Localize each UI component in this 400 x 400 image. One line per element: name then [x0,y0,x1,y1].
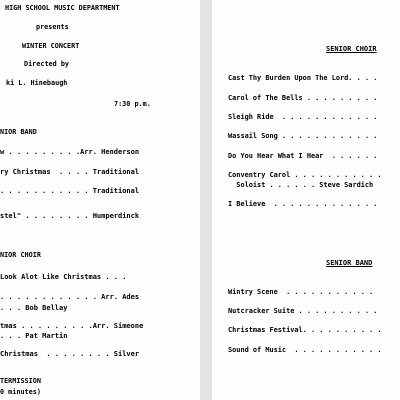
junior-band-item: stel" . . . . . . . . Humperdinck [0,212,140,220]
junior-choir-item: . . . . . . . . . . . . Arr. Ades [0,293,140,301]
soloist-line: Soloist . . . . . . Steve Sardich [228,181,374,189]
junior-band-item: . . . . . . . . . . . Traditional [0,187,140,195]
right-page [212,0,400,400]
senior-choir-item: Carol of The Bells . . . . . . . . . [228,94,378,102]
senior-choir-item: Cast Thy Burden Upon The Lord. . . . [228,74,378,82]
directed-by-text: Directed by [24,60,70,68]
senior-choir-item: I Believe . . . . . . . . . . . . . [228,200,378,208]
concert-time: 7:30 p.m. [114,100,151,108]
intermission-title: TERMISSION [0,377,41,385]
presents-text: presents [36,23,69,31]
senior-choir-item: Do You Hear What I Hear . . . . . . [228,152,378,160]
senior-band-item: Wintry Scene . . . . . . . . . . . [228,288,374,296]
senior-band-item: Christmas Festival. . . . . . . . . . [228,326,382,334]
senior-choir-item: Conventry Carol . . . . . . . . . . . [228,171,382,179]
senior-band-item: Sound of Music . . . . . . . . . . . [228,346,382,354]
junior-choir-item: Look Alot Like Christmas . . . [0,273,127,281]
junior-band-heading: NIOR BAND [0,128,37,136]
page-gutter [200,0,212,400]
senior-choir-item: Wassail Song . . . . . . . . . . . . [228,132,378,140]
junior-choir-item: tmas . . . . . . . . .Arr. Simeone [0,322,144,330]
director-name: ki L. Hinebaugh [6,79,68,87]
senior-choir-item: Sleigh Ride . . . . . . . . . . . . [228,113,378,121]
junior-band-item: w . . . . . . . . .Arr. Henderson [0,148,140,156]
concert-title: WINTER CONCERT [22,42,80,50]
senior-band-item: Nutcracker Suite . . . . . . . . . . [228,307,378,315]
junior-choir-item: . . . Bob Bellay [0,304,68,312]
junior-band-item: ry Christmas . . . . Traditional [0,168,140,176]
junior-choir-item: . . . Pat Martin [0,332,68,340]
junior-choir-heading: NIOR CHOIR [0,251,41,259]
junior-choir-item: Christmas . . . . . . . . Silver [0,350,140,358]
department-title: HIGH SCHOOL MUSIC DEPARTMENT [5,4,120,12]
senior-band-heading: SENIOR BAND [326,259,373,267]
senior-choir-heading: SENIOR CHOIR [326,45,377,53]
intermission-note: 0 minutes) [0,388,41,396]
